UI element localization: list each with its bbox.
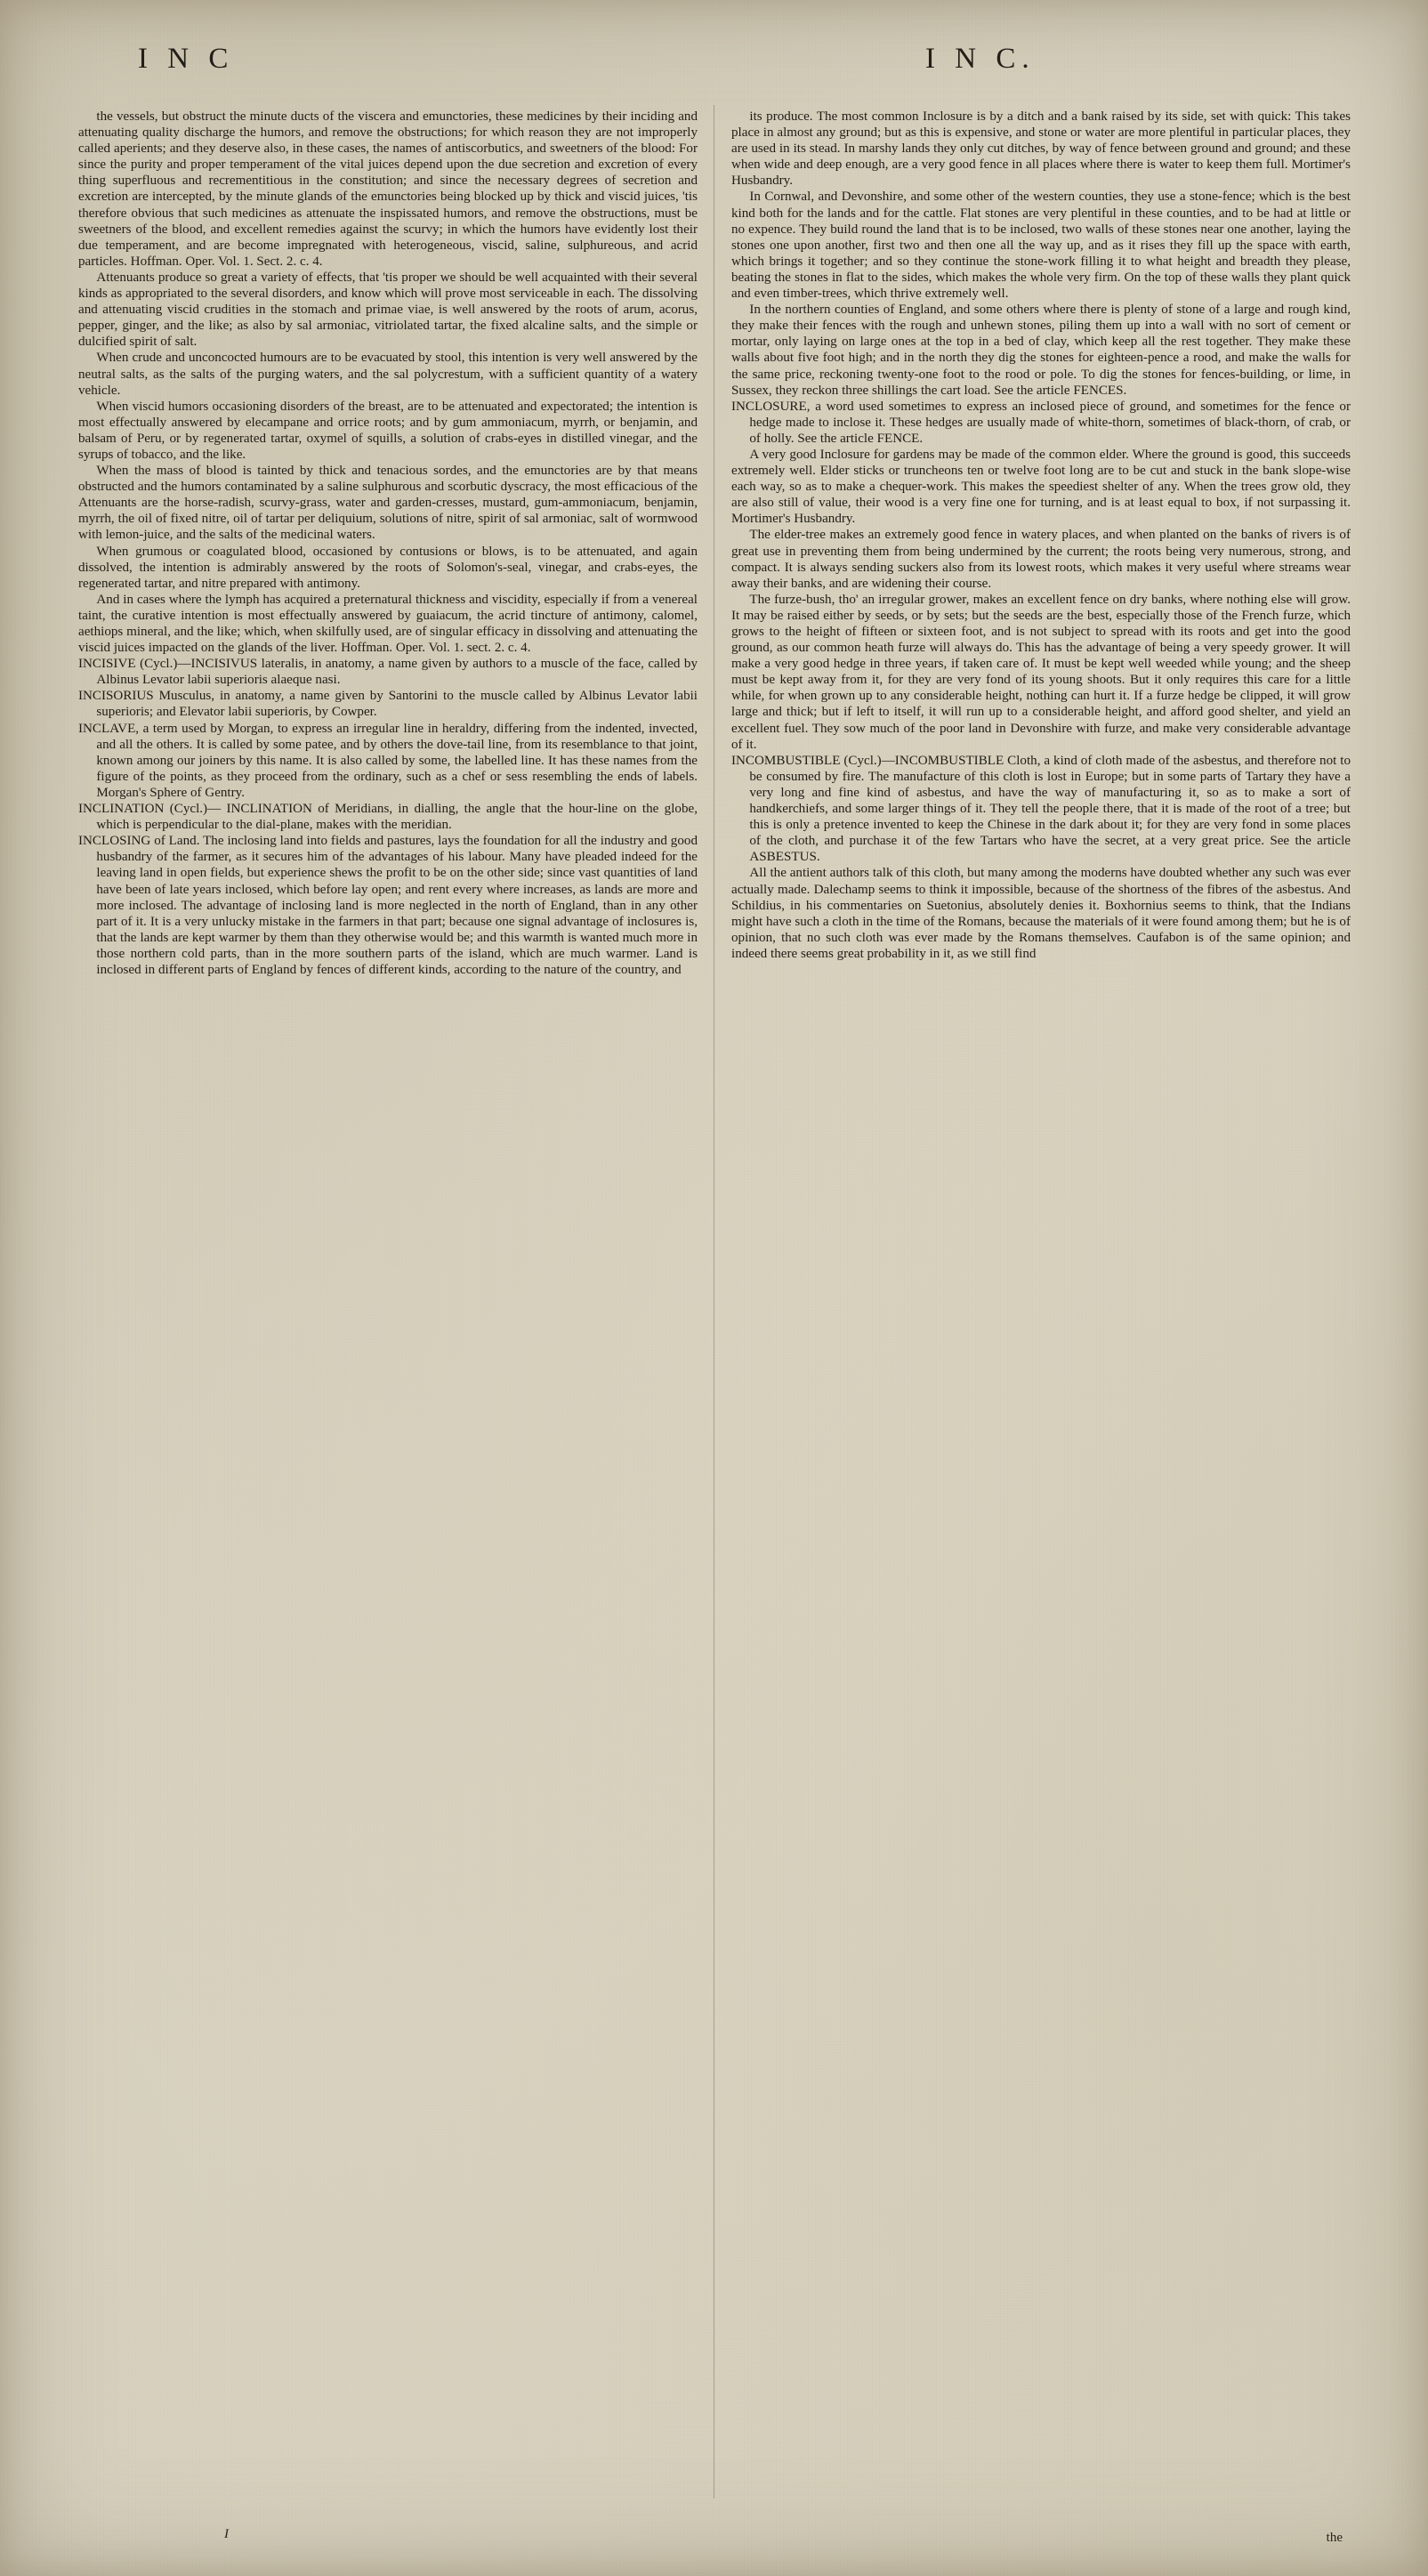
entry-inclosure: INCLOSURE, a word used sometimes to express an inclosed piece of ground, and sometimes for the fence or hedge made to inclose it. These hedges are usually made of white-thorn, sometimes of black-thorn, of crab, or of holly. See the article FENCE. bbox=[731, 399, 1351, 446]
text-columns bbox=[78, 109, 1351, 2493]
paragraph-northern: In the northern counties of England, and some others where there is plenty of stone of a large and rough kind, they make their fences with the rough and unhewn stones, piling them up into a wall with no sort of cement or mortar, only laying on large ones at the top in a bed of clay, which keep all the rest together. They make these walls about five foot high; and in the north they dig the stones for eighteen-pence a rood, and make the walls for the same price, reckoning twenty-one foot to the rood or pole. To dig the stones for fences-building, or lime, in Sussex, they reckon three shillings the cart load. See the article FENCES. bbox=[731, 303, 1351, 398]
paragraph-crude: When crude and unconcocted humours are to be evacuated by stool, this intention is very well answered by the neutral salts, as the salts of the purging waters, and the sal polycrestum, with a sufficient quantity of a watery vehicle. bbox=[78, 351, 698, 398]
entry-incombustible: INCOMBUSTIBLE (Cycl.)—INCOMBUSTIBLE Cloth, a kind of cloth made of the asbestus, and therefore not to be consumed by fire. The manufacture of this cloth is lost in Europe; but in some parts of Tartary they have a very long and fine kind of asbestus, and have the way of manufacturing it, so as to make a sort of handkerchiefs, and some larger things of it. They tell the people there, that it is made of the root of a tree; but this is only a pretence invented to keep the Chinese in the dark about it; for they are very fond in some places of the cloth, and purchase it of the few Tartars who have the secret, at a very great price. See the article ASBESTUS. bbox=[731, 753, 1351, 865]
paragraph-elder-tree: The elder-tree makes an extremely good fence in watery places, and when planted on the banks of rivers is of great use in preventing them from being undermined by the current; the roots being very numerous, strong, and compact. It is always sending suckers also from its lowest roots, which makes it very useful where streams wear away their banks, and are widening their course. bbox=[731, 528, 1351, 591]
entry-inclave: INCLAVE, a term used by Morgan, to express an irregular line in heraldry, differing from the indented, invected, and all the others. It is called by some patee, and by others the dove-tail line, from its resemblance to that joint, known among our joiners by this name. It is also called by some, the labelled line. It has these names from the figure of the points, as they proceed from the ordinary, such as a chef or sess resembling the ends of labels. Morgan's Sphere of Gentry. bbox=[78, 721, 698, 800]
catchword: the bbox=[1326, 2531, 1343, 2545]
paragraph-furze: The furze-bush, tho' an irregular grower, makes an excellent fence on dry banks, where nothing else will grow. It may be raised either by seeds, or by sets; but the seeds are the best, especially those of the French furze, which grows to the height of fifteen or sixteen foot, and is not subject to spread with its roots and get into the good ground, as our common heath furze will always do. This has the advantage of being a very speedy grower. It will make a very good hedge in three years, if taken care of. It must be kept well weeded while young; and the sheep must be kept away from it, for they are very fond of its young shoots. But it only requires this care for a little while, for when grown up to any considerable height, nothing can hurt it. If a furze hedge be clipped, it will grow large and thick; but if left to itself, it will run up to a considerable height, and afford good shelter, and yield an excellent fuel. They sow much of the poor land in Devonshire with furze, and make very considerable advantage of it. bbox=[731, 592, 1351, 752]
entry-incisive: INCISIVE (Cycl.)—INCISIVUS lateralis, in anatomy, a name given by authors to a muscle of the face, called by Albinus Levator labii superioris alaeque nasi. bbox=[78, 657, 698, 688]
paragraph-antient-authors: All the antient authors talk of this cloth, but many among the moderns have doubted whether any such was ever actually made. Dalechamp seems to think it impossible, because of the shortness of the fibres of the asbestus. And Schildius, in his commentaries on Suetonius, absolutely denies it. Boxhornius seems to think, that the Indians might have such a cloth in the time of the Romans, because the materials of it were found among them; but he is of opinion, that no such cloth was ever made by the Romans themselves. Caufabon is of the same opinion; and indeed there seems great probability in it, as we still find bbox=[731, 866, 1351, 961]
entry-inclination: INCLINATION (Cycl.)— INCLINATION of Meridians, in dialling, the angle that the hour-line on the globe, which is perpendicular to the dial-plane, makes with the meridian. bbox=[78, 802, 698, 833]
left-column bbox=[78, 109, 698, 2493]
paragraph-cornwall: In Cornwal, and Devonshire, and some other of the western counties, they use a stone-fence; which is the best kind both for the lands and for the cattle. Flat stones are very plentiful in these counties, and to be had at little or no expence. They build round the land that is to be inclosed, two walls of these stones near one another, laying the stones one upon another, first two and then one all the way up, and as it rises they fill up the space with earth, which brings it together; and so they continue the stone-work filling it to what height and breadth they please, beating the stones in flat to the sides, which makes the whole very firm. On the top of these walls they plant quick and even timber-trees, which thrive extremely well. bbox=[731, 190, 1351, 302]
header-right-title: I N C. bbox=[925, 43, 1036, 75]
header-left-title: I N C bbox=[138, 43, 235, 75]
signature-mark: I bbox=[224, 2527, 229, 2541]
paragraph-good-inclosure: A very good Inclosure for gardens may be made of the common elder. Where the ground is good, this succeeds extremely well. Elder sticks or truncheons ten or twelve foot long are to be cut and stuck in the bank slope-wise each way, so as to make a chequer-work. This makes the speediest shelter of any. When the trees grow old, they are also still of value, their wood is a very fine one for turning, and is at least equal to box, if not surpassing it. Mortimer's Husbandry. bbox=[731, 447, 1351, 527]
page-header bbox=[0, 43, 1428, 85]
paragraph-lymph: And in cases where the lymph has acquired a preternatural thickness and viscidity, especially if from a venereal taint, the curative intention is most effectually answered by guaiacum, the acrid tincture of antimony, calomel, aethiops mineral, and the like; which, when skilfully used, are of singular efficacy in dissolving and attenuating the viscid juices impacted on the glands of the liver. Hoffman. Oper. Vol. 1. sect. 2. c. 4. bbox=[78, 592, 698, 656]
entry-incisorius: INCISORIUS Musculus, in anatomy, a name given by Santorini to the muscle called by Albinus Levator labii superioris; and Elevator labii superioris, by Cowper. bbox=[78, 689, 698, 720]
paragraph-viscid-humors: When viscid humors occasioning disorders of the breast, are to be attenuated and expectorated; the intention is most effectually answered by elecampane and orrice roots; and by gum ammoniacum, myrrh, or benjamin, and balsam of Peru, or by regenerated tartar, oxymel of squills, a solution of crabs-eyes in distilled vinegar, and the syrups of tobacco, and the like. bbox=[78, 399, 698, 462]
paragraph-vessels: the vessels, but obstruct the minute ducts of the viscera and emunctories, these medicines by their inciding and attenuating quality discharge the humors, and remove the obstructions; for which reason they are not improperly called aperients; and they deserve also, in these cases, the names of antiscorbutics, and sweetners of the blood: For since the purity and proper temperament of the vital juices depend upon the due secretion and excretion of every thing superfluous and recrementitious in the constitution; and since the necessary degrees of secretion and excretion are intercepted, by the minute glands of the emunctories being blocked up by thick and viscid juices, 'tis therefore obvious that such medicines as attenuate the inspissated humors, and remove the obstructions, must be sweetners of the blood, and excellent remedies against the scurvy; in which the humors have evidently lost their due temperament, and are become impregnated with heterogeneous, viscid, saline, sulphureous, and acrid particles. Hoffman. Oper. Vol. 1. Sect. 2. c. 4. bbox=[78, 109, 698, 269]
right-column bbox=[731, 109, 1351, 2493]
entry-inclosing: INCLOSING of Land. The inclosing land into fields and pastures, lays the foundation for all the industry and good husbandry of the farmer, as it secures him of the advantages of his labour. Many have pleaded indeed for the leaving land in open fields, but experience shews the profit to be on the other side; since vast quantities of land have been of late years inclosed, which before lay open; and rent every where increases, as lands are more and more inclosed. The advantage of inclosing land is more neglected in the north of England, than in any other part of it. It is a very unlucky mistake in the farmers in that part; because one signal advantage of inclosures is, that the lands are kept warmer by them than they otherwise would be; and this warmth is wanted much more in those northern cold parts, than in the more southern parts of the island, which are much warmer. Land is inclosed in different parts of England by fences of different kinds, according to the nature of the country, and bbox=[78, 834, 698, 977]
paragraph-attenuants: Attenuants produce so great a variety of effects, that 'tis proper we should be well acquainted with their several kinds as appropriated to the several disorders, and know which will prove most serviceable in each. The dissolving and attenuating viscid crudities in the stomach and primae viae, is well answered by the roots of arum, acorus, pepper, ginger, and the like; as also by sal armoniac, vitriolated tartar, the fixed alcaline salts, and the simple or dulcified spirit of salt. bbox=[78, 270, 698, 350]
paragraph-mass-blood: When the mass of blood is tainted by thick and tenacious sordes, and the emunctories are by that means obstructed and the humors contaminated by a saline sulphurous and scorbutic dyscracy, the most efficacious of the Attenuants are the horse-radish, scurvy-grass, water and garden-cresses, mustard, gum-ammoniacum, benjamin, myrrh, the oil of fixed nitre, oil of tartar per deliquium, solutions of nitre, spirit of sal armoniac, salt of wormwood with lemon-juice, and the salts of the medicinal waters. bbox=[78, 464, 698, 543]
paragraph-grumous: When grumous or coagulated blood, occasioned by contusions or blows, is to be attenuated, and again dissolved, the intention is admirably answered by the roots of Solomon's-seal, vinegar, and crabs-eyes, the regenerated tartar, and nitre prepared with antimony. bbox=[78, 544, 698, 591]
paragraph-produce: its produce. The most common Inclosure is by a ditch and a bank raised by its side, set with quick: This takes place in almost any ground; but as this is expensive, and stone or water are more plentiful in particular places, they are used in its stead. In marshy lands they only cut ditches, by way of fence between ground and ground; and these when wide and deep enough, are a very good fence in all places where there is water to keep them full. Mortimer's Husbandry. bbox=[731, 109, 1351, 189]
